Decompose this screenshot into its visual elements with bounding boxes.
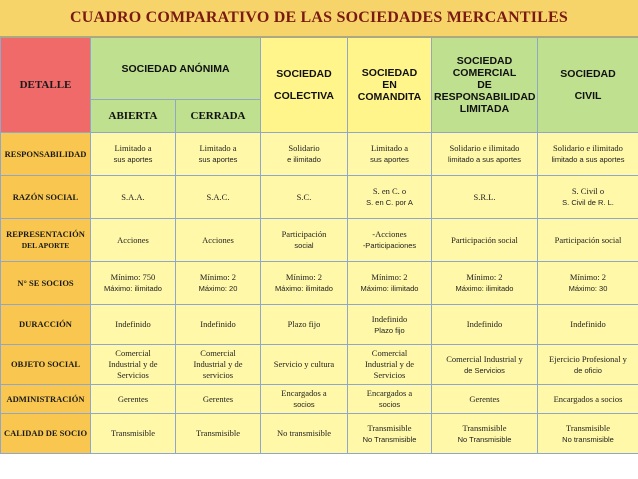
- table-cell: [432, 219, 538, 262]
- cell-line: Industrial y de: [364, 359, 415, 369]
- cell-line: Mínimo: 2: [466, 272, 503, 282]
- cell-line: S. en C. o: [372, 186, 407, 196]
- table-cell: [261, 305, 348, 345]
- table-cell: [348, 414, 432, 454]
- cell-line: Gerentes: [469, 393, 500, 404]
- table-cell: [176, 414, 261, 454]
- table-cell: [261, 345, 348, 385]
- table-cell: [538, 414, 638, 454]
- cell-line: Gerentes: [202, 393, 234, 404]
- row-label: [1, 262, 91, 305]
- row-label: [1, 176, 91, 219]
- header-comercial-line-5: LIMITADA: [459, 103, 510, 115]
- cell-line: Máximo: ilimitado: [275, 284, 333, 293]
- row-label: [1, 305, 91, 345]
- page-title: CUADRO COMPARATIVO DE LAS SOCIEDADES MERCANTILES: [69, 9, 569, 26]
- cell-line: Transmisible: [565, 422, 611, 433]
- cell-line: limitado a sus aportes: [448, 155, 521, 164]
- row-label: [1, 385, 91, 414]
- header-sociedad-civil: [538, 38, 638, 133]
- cell-line: Solidario e ilimitado: [449, 143, 520, 153]
- table-row: [1, 345, 638, 385]
- row-label: [1, 345, 91, 385]
- table-cell: [538, 385, 638, 414]
- header-comandita-line-2: EN: [382, 79, 397, 91]
- row-label-line: N° SE SOCIOS: [17, 277, 74, 288]
- cell-line: de oficio: [574, 365, 602, 375]
- cell-line: Plazo fijo: [374, 325, 405, 335]
- cell-line: social: [294, 241, 314, 250]
- cell-line: Ejercicio Profesional y: [549, 353, 627, 364]
- cell-line: Transmisible: [110, 428, 156, 438]
- table-row: [1, 385, 638, 414]
- cell-line: Máximo: 30: [568, 284, 608, 293]
- table-cell: [176, 385, 261, 414]
- cell-line: S. Civil o: [571, 186, 605, 196]
- cell-line: Encargados a: [366, 388, 413, 398]
- table-row: [1, 133, 638, 176]
- cell-line: e ilimitado: [287, 155, 321, 164]
- row-label-line: RESPONSABILIDAD: [4, 148, 87, 159]
- cell-line: Solidario e ilimitado: [553, 143, 623, 153]
- cell-line: Máximo: 20: [198, 284, 238, 293]
- cell-line: S. en C. por A: [366, 198, 413, 207]
- comparison-table: [0, 37, 638, 454]
- table-cell: [538, 219, 638, 262]
- table-body: [1, 133, 638, 454]
- table-cell: [91, 133, 176, 176]
- table-row: [1, 176, 638, 219]
- cell-line: Participación: [281, 229, 327, 239]
- row-label-line: DEL APORTE: [21, 241, 70, 250]
- table-cell: [348, 305, 432, 345]
- cell-line: servicios: [202, 370, 234, 380]
- header-cerrada: CERRADA: [176, 100, 261, 133]
- header-colectiva-line-1: SOCIEDAD: [276, 68, 332, 80]
- cell-line: Máximo: ilimitado: [455, 284, 514, 293]
- cell-line: limitado a sus aportes: [551, 155, 625, 164]
- header-sociedad-colectiva: [261, 38, 348, 133]
- row-label: [1, 414, 91, 454]
- row-label-line: DURACCIÓN: [19, 319, 72, 329]
- cell-line: Indefinido: [570, 319, 606, 329]
- cell-line: Comercial Industrial y: [446, 353, 523, 364]
- cell-line: Acciones: [202, 234, 234, 245]
- table-cell: [91, 414, 176, 454]
- cell-line: -Participaciones: [362, 241, 417, 250]
- table-row: [1, 414, 638, 454]
- cell-line: Limitado a: [370, 143, 409, 153]
- cell-line: Servicios: [373, 370, 406, 380]
- cell-line: S.R.L.: [473, 191, 496, 202]
- table-cell: [176, 133, 261, 176]
- table-cell: [432, 262, 538, 305]
- table-cell: [538, 176, 638, 219]
- header-sociedad-anonima: SOCIEDAD ANÓNIMA: [91, 38, 261, 100]
- cell-line: Industrial y de: [193, 359, 243, 369]
- table-cell: [261, 385, 348, 414]
- cell-line: Mínimo: 2: [371, 272, 408, 282]
- cell-line: Encargados a: [281, 388, 327, 398]
- cell-line: socios: [293, 400, 315, 409]
- table-cell: [348, 133, 432, 176]
- table-row: [1, 305, 638, 345]
- table-cell: [261, 414, 348, 454]
- cell-line: Plazo fijo: [287, 319, 321, 329]
- cell-line: de Servicios: [464, 365, 505, 375]
- table-cell: [538, 262, 638, 305]
- table-cell: [91, 345, 176, 385]
- cell-line: Servicios: [117, 370, 149, 380]
- cell-line: Máximo: ilimitado: [360, 284, 419, 293]
- cell-line: S.A.C.: [206, 191, 230, 202]
- header-sociedad-comercial: [432, 38, 538, 133]
- cell-line: sus aportes: [113, 155, 153, 164]
- header-comercial-line-4: RESPONSABILIDAD: [434, 91, 536, 103]
- cell-line: Indefinido: [200, 319, 236, 329]
- cell-line: Transmisible: [195, 428, 241, 438]
- cell-line: Indefinido: [466, 319, 503, 329]
- cell-line: Indefinido: [115, 319, 151, 329]
- table-cell: [176, 262, 261, 305]
- table-cell: [176, 305, 261, 345]
- cell-line: Acciones: [117, 234, 149, 245]
- cell-line: Mínimo: 750: [110, 272, 156, 282]
- table-cell: [432, 133, 538, 176]
- cell-line: No transmisible: [562, 434, 614, 444]
- cell-line: Limitado a: [114, 143, 152, 153]
- row-label: [1, 133, 91, 176]
- cell-line: Comercial: [115, 348, 151, 358]
- table-cell: [176, 176, 261, 219]
- table-cell: [261, 176, 348, 219]
- row-label-line: CALIDAD DE SOCIO: [3, 428, 88, 438]
- table-cell: [432, 305, 538, 345]
- cell-line: S.C.: [296, 191, 312, 202]
- cell-line: Solidario: [288, 143, 320, 153]
- table-cell: [538, 305, 638, 345]
- cell-line: socios: [378, 400, 401, 409]
- row-label: [1, 219, 91, 262]
- cell-line: No Transmisible: [362, 434, 417, 444]
- cell-line: S. Civil de R. L.: [562, 198, 614, 207]
- header-comercial-line-2: COMERCIAL: [452, 67, 517, 79]
- header-comercial-line-1: SOCIEDAD: [456, 55, 513, 67]
- cell-line: Máximo: ilimitado: [104, 284, 162, 293]
- table-cell: [91, 176, 176, 219]
- table-cell: [538, 133, 638, 176]
- table-cell: [261, 219, 348, 262]
- table-cell: [261, 262, 348, 305]
- table-cell: [261, 133, 348, 176]
- header-comercial-line-3: DE: [477, 79, 492, 91]
- table-cell: [432, 385, 538, 414]
- cell-line: Indefinido: [371, 313, 408, 324]
- cell-line: sus aportes: [370, 155, 409, 164]
- cell-line: Participación social: [554, 234, 622, 245]
- title-bar: [0, 0, 638, 37]
- table-cell: [432, 414, 538, 454]
- cell-line: Comercial: [200, 348, 236, 358]
- table-cell: [91, 385, 176, 414]
- cell-line: Mínimo: 2: [285, 272, 323, 282]
- table-row: [1, 219, 638, 262]
- row-label-line: ADMINISTRACIÓN: [6, 393, 85, 404]
- header-colectiva-line-2: COLECTIVA: [274, 90, 334, 102]
- row-label-line: REPRESENTACIÓN: [6, 229, 85, 239]
- header-civil-line-2: CIVIL: [574, 90, 602, 102]
- table-cell: [348, 262, 432, 305]
- cell-line: sus aportes: [198, 155, 238, 164]
- cell-line: -Acciones: [372, 229, 407, 239]
- cell-line: Encargados a socios: [553, 393, 623, 404]
- table-cell: [91, 219, 176, 262]
- cell-line: Transmisible: [462, 422, 507, 433]
- cell-line: No transmisible: [276, 428, 332, 438]
- table-row: [1, 262, 638, 305]
- cell-line: S.A.A.: [121, 191, 145, 202]
- cell-line: Mínimo: 2: [199, 272, 237, 282]
- header-detalle: DETALLE: [1, 38, 91, 133]
- cell-line: Gerentes: [117, 393, 149, 404]
- header-civil-line-1: SOCIEDAD: [560, 68, 616, 80]
- table-cell: [91, 262, 176, 305]
- cell-line: No Transmisible: [457, 434, 512, 444]
- cell-line: Servicio y cultura: [273, 359, 335, 369]
- table-cell: [348, 345, 432, 385]
- table-cell: [348, 176, 432, 219]
- cell-line: Comercial: [371, 348, 408, 358]
- row-label-line: RAZÓN SOCIAL: [12, 191, 79, 202]
- table-cell: [348, 219, 432, 262]
- table-cell: [176, 219, 261, 262]
- table-cell: [176, 345, 261, 385]
- header-sociedad-comandita: [348, 38, 432, 133]
- cell-line: Industrial y de: [108, 359, 158, 369]
- header-comandita-line-1: SOCIEDAD: [361, 67, 418, 79]
- header-comandita-line-3: COMANDITA: [357, 91, 422, 103]
- row-label-line: OBJETO SOCIAL: [10, 359, 81, 369]
- table-cell: [538, 345, 638, 385]
- cell-line: Participación social: [451, 234, 518, 245]
- cell-line: Transmisible: [367, 422, 412, 433]
- cell-line: Mínimo: 2: [569, 272, 607, 282]
- cell-line: Limitado a: [199, 143, 237, 153]
- table-cell: [432, 176, 538, 219]
- table-cell: [91, 305, 176, 345]
- header-abierta: ABIERTA: [91, 100, 176, 133]
- table-cell: [432, 345, 538, 385]
- table-cell: [348, 385, 432, 414]
